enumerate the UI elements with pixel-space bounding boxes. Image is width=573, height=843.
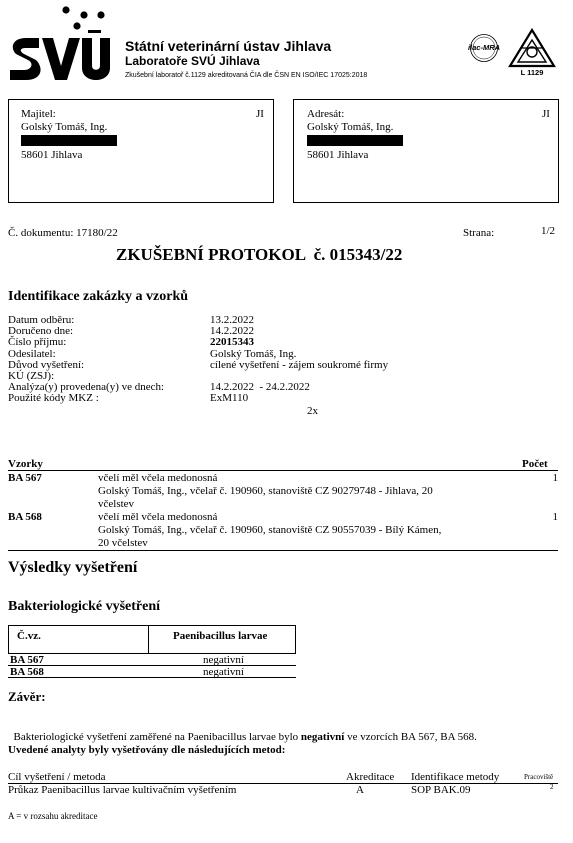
method-goal: Průkaz Paenibacillus larvae kultivačním vyšetřením	[8, 784, 237, 796]
methods-col-site: Pracoviště	[524, 773, 554, 781]
label-delivered: Doručeno dne:	[8, 325, 74, 338]
sample-id: BA 567	[8, 472, 42, 484]
label-mkz-codes: Použité kódy MKZ :	[8, 392, 99, 405]
value-sampling-date: 13.2.2022	[210, 314, 254, 326]
conclusion-negative: negativní	[300, 731, 345, 743]
samples-header-rule	[8, 470, 558, 471]
accreditation-note: Zkušební laboratoř č.1129 akreditovaná ČIA dle ČSN EN ISO/IEC 17025:2018	[125, 72, 368, 79]
value-analysis-dates: 14.2.2022 - 24.2.2022	[210, 381, 310, 394]
addressee-name: Golský Tomáš, Ing.	[307, 121, 394, 133]
sample-material: včelí měl včela medonosná	[98, 472, 218, 484]
value-reason: cílené vyšetření - zájem soukromé firmy	[210, 358, 389, 371]
document-number: Č. dokumentu: 17180/22	[8, 227, 118, 239]
label-receipt-number: Číslo příjmu:	[8, 336, 67, 349]
method-site: 2	[550, 783, 554, 791]
protocol-title: ZKUŠEBNÍ PROTOKOL č. 015343/22	[116, 245, 403, 264]
sample-material: včelí měl včela medonosná	[98, 511, 218, 523]
cai-logo	[508, 28, 556, 80]
institution-name: Státní veterinární ústav Jihlava	[125, 38, 332, 54]
samples-bottom-rule	[8, 550, 558, 551]
result-value: negativní	[203, 666, 244, 678]
col-sample-id: Č.vz.	[17, 630, 41, 642]
page-label: Strana:	[463, 227, 495, 239]
result-value: negativní	[203, 654, 244, 666]
conclusion-text-start: Bakteriologické vyšetření zaměřené na Paenibacillus larvae bylo	[13, 731, 301, 743]
owner-tag: JI	[256, 108, 264, 120]
ilac-label: ilac-MRA	[467, 43, 501, 52]
methods-col-accreditation: Akreditace	[346, 771, 395, 783]
results-table-header	[8, 625, 296, 654]
sample-origin-cont: 20 včelstev	[98, 537, 148, 549]
label-sampling-date: Datum odběru:	[8, 314, 75, 326]
conclusion-text-end: ve vzorcích BA 567, BA 568.	[344, 731, 477, 743]
result-sample-id: BA 568	[10, 666, 44, 678]
page-value: 1/2	[541, 225, 556, 237]
label-analysis-dates: Analýza(y) provedena(y) ve dnech:	[8, 381, 165, 394]
count-col-header: Počet	[522, 458, 548, 470]
order-labels	[8, 315, 164, 405]
result-sample-id: BA 567	[10, 654, 44, 666]
sample-count: 1	[552, 511, 558, 523]
label-ku: KÚ (ZSJ):	[8, 369, 55, 382]
addressee-city: 58601 Jihlava	[307, 149, 369, 161]
owner-city: 58601 Jihlava	[21, 149, 83, 161]
accreditation-footnote: A = v rozsahu akreditace	[8, 811, 98, 821]
addressee-redacted-street	[307, 135, 403, 146]
owner-redacted-street	[21, 135, 117, 146]
conclusion-heading: Závěr:	[8, 689, 46, 704]
owner-name: Golský Tomáš, Ing.	[21, 121, 108, 133]
addressee-label: Adresát:	[307, 108, 345, 120]
value-delivered: 14.2.2022	[210, 325, 254, 338]
method-accreditation: A	[356, 784, 364, 796]
ilac-mra-badge	[462, 34, 506, 62]
methods-col-goal: Cíl vyšetření / metoda	[8, 771, 106, 783]
mkz-count: 2x	[307, 405, 318, 417]
addressee-tag: JI	[542, 108, 550, 120]
sample-origin: Golský Tomáš, Ing., včelař č. 190960, stanoviště CZ 90557039 - Bílý Kámen,	[98, 524, 442, 536]
col-paenibacillus: Paenibacillus larvae	[173, 630, 268, 642]
value-receipt-number: 22015343	[210, 336, 254, 349]
sample-count: 1	[552, 472, 558, 484]
samples-col-header: Vzorky	[8, 458, 43, 470]
value-mkz-code: ExM110	[210, 392, 249, 405]
value-sender: Golský Tomáš, Ing.	[210, 347, 297, 360]
order-heading: Identifikace zakázky a vzorků	[8, 289, 189, 304]
owner-box	[8, 99, 274, 203]
order-values	[210, 315, 388, 405]
addressee-box	[293, 99, 559, 203]
methods-heading: Uvedené analyty byly vyšetřovány dle následujících metod:	[8, 744, 286, 756]
results-table	[8, 625, 296, 680]
lab-name: Laboratoře SVÚ Jihlava	[125, 54, 260, 68]
bacteriology-heading: Bakteriologické vyšetření	[8, 599, 161, 614]
owner-label: Majitel:	[21, 108, 56, 120]
results-heading: Výsledky vyšetření	[8, 559, 138, 576]
label-reason: Důvod vyšetření:	[8, 358, 85, 371]
method-identification: SOP BAK.09	[411, 784, 471, 796]
sample-row	[8, 511, 558, 551]
sample-id: BA 568	[8, 511, 42, 523]
sample-origin-cont: včelstev	[98, 498, 135, 510]
svu-logo	[8, 4, 110, 86]
cai-number: L 1129	[520, 68, 544, 77]
label-sender: Odesilatel:	[8, 347, 56, 360]
conclusion-text	[8, 718, 477, 744]
methods-col-identification: Identifikace metody	[411, 771, 500, 783]
sample-origin: Golský Tomáš, Ing., včelař č. 190960, stanoviště CZ 90279748 - Jihlava, 20	[98, 485, 433, 497]
sample-row	[8, 472, 558, 512]
